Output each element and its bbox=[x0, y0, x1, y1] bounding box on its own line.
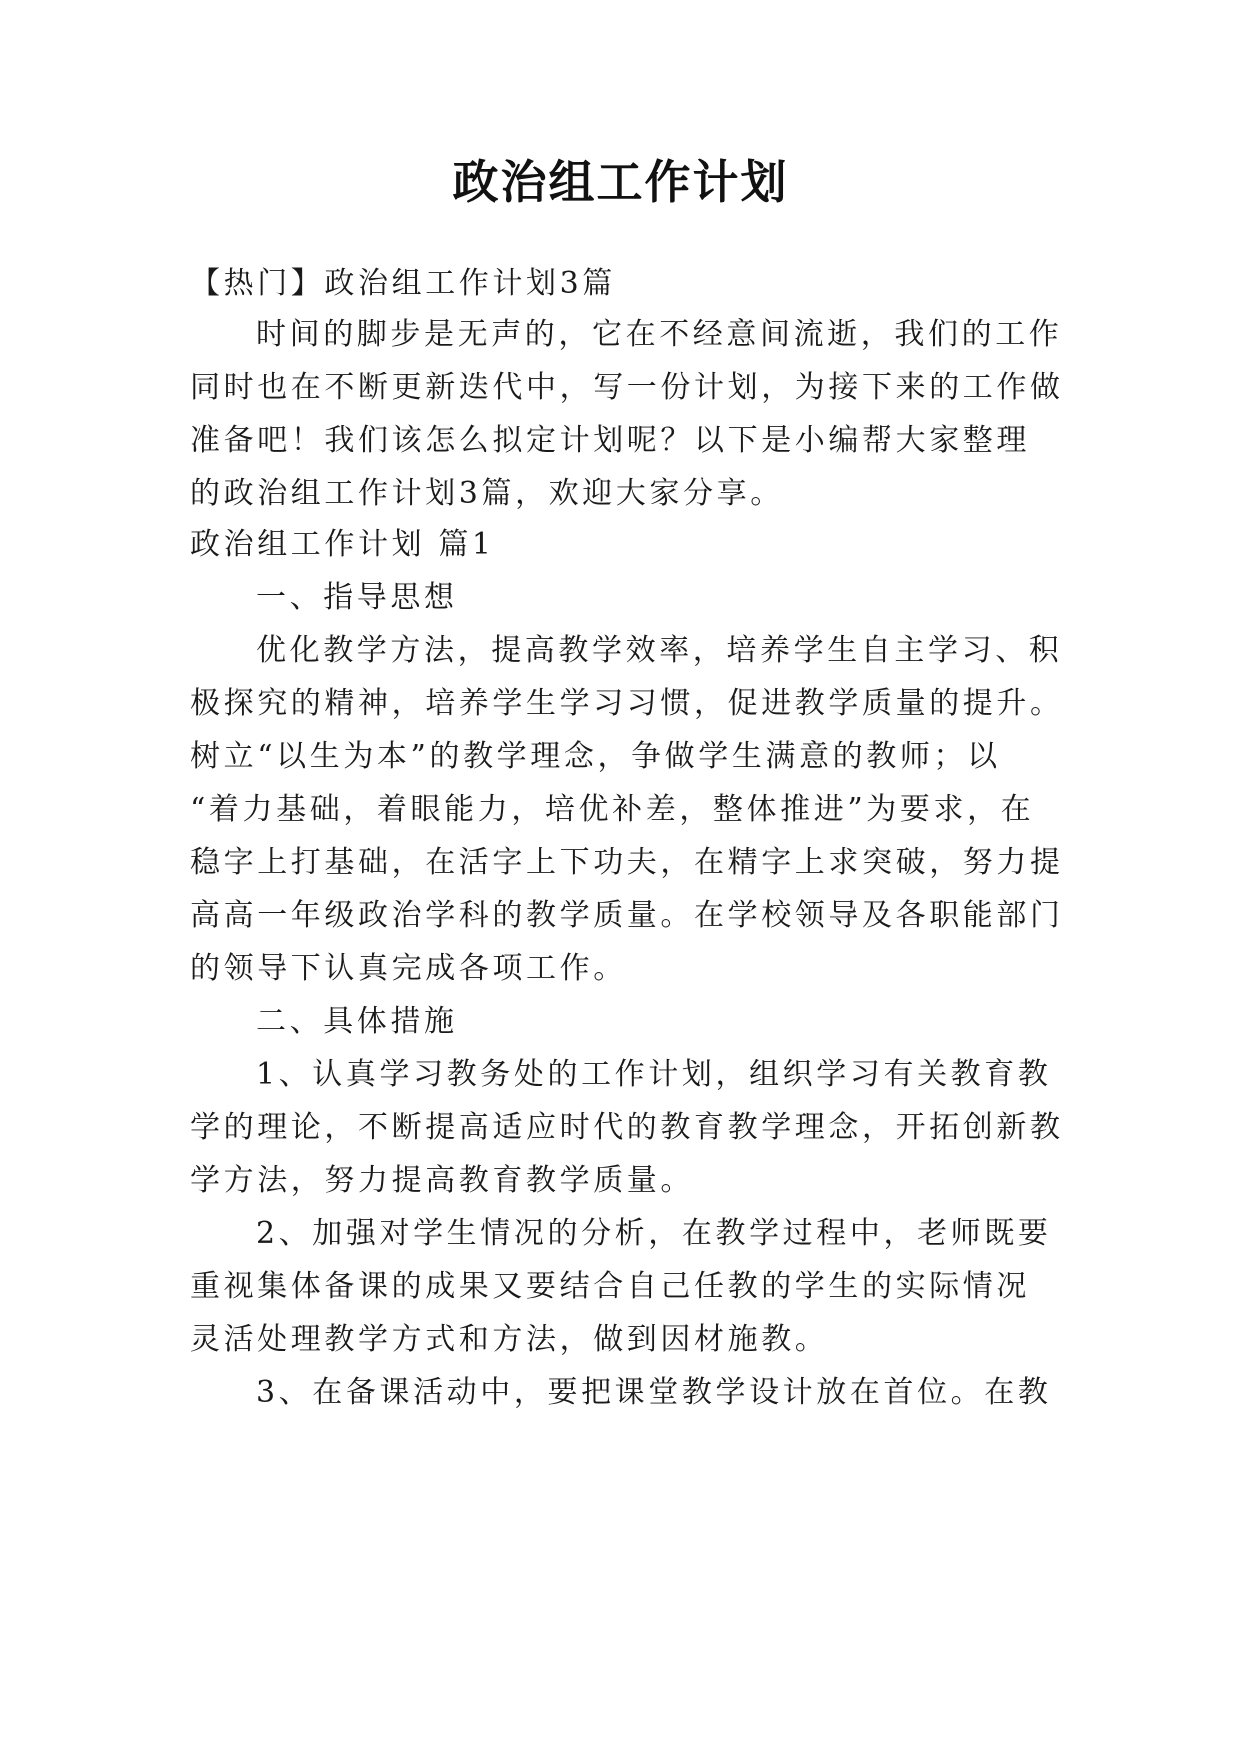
paragraph-line: 灵活处理教学方式和方法，做到因材施教。 bbox=[190, 1322, 829, 1357]
paragraph-line: “着力基础，着眼能力，培优补差，整体推进”为要求，在 bbox=[190, 792, 1035, 827]
paragraph-line: 树立“以生为本”的教学理念，争做学生满意的教师；以 bbox=[190, 739, 1001, 774]
subsection-heading: 一、指导思想 bbox=[256, 580, 458, 615]
intro-line: 准备吧！我们该怎么拟定计划呢？以下是小编帮大家整理 bbox=[190, 423, 1030, 458]
paragraph-line: 优化教学方法，提高教学效率，培养学生自主学习、积 bbox=[256, 633, 1063, 668]
paragraph-line: 3、在备课活动中，要把课堂教学设计放在首位。在教 bbox=[256, 1375, 1052, 1410]
paragraph-line: 学的理论，不断提高适应时代的教育教学理念，开拓创新教 bbox=[190, 1110, 1064, 1145]
intro-line: 的政治组工作计划3篇，欢迎大家分享。 bbox=[190, 476, 784, 511]
paragraph-line: 学方法，努力提高教育教学质量。 bbox=[190, 1163, 694, 1198]
paragraph-line: 高高一年级政治学科的教学质量。在学校领导及各职能部门 bbox=[190, 898, 1064, 933]
paragraph-line: 稳字上打基础，在活字上下功夫，在精字上求突破，努力提 bbox=[190, 845, 1064, 880]
paragraph-line: 重视集体备课的成果又要结合自己任教的学生的实际情况 bbox=[190, 1269, 1030, 1304]
article-heading: 【热门】政治组工作计划3篇 bbox=[190, 266, 616, 301]
section-title: 政治组工作计划 篇1 bbox=[190, 527, 495, 562]
intro-line: 同时也在不断更新迭代中，写一份计划，为接下来的工作做 bbox=[190, 370, 1064, 405]
paragraph-line: 2、加强对学生情况的分析，在教学过程中，老师既要 bbox=[256, 1216, 1052, 1251]
paragraph-line: 的领导下认真完成各项工作。 bbox=[190, 951, 627, 986]
document-title: 政治组工作计划 bbox=[452, 155, 789, 209]
intro-line: 时间的脚步是无声的，它在不经意间流逝，我们的工作 bbox=[256, 317, 1063, 352]
paragraph-line: 极探究的精神，培养学生学习习惯，促进教学质量的提升。 bbox=[190, 686, 1064, 721]
subsection-heading: 二、具体措施 bbox=[256, 1004, 458, 1039]
paragraph-line: 1、认真学习教务处的工作计划，组织学习有关教育教 bbox=[256, 1057, 1052, 1092]
